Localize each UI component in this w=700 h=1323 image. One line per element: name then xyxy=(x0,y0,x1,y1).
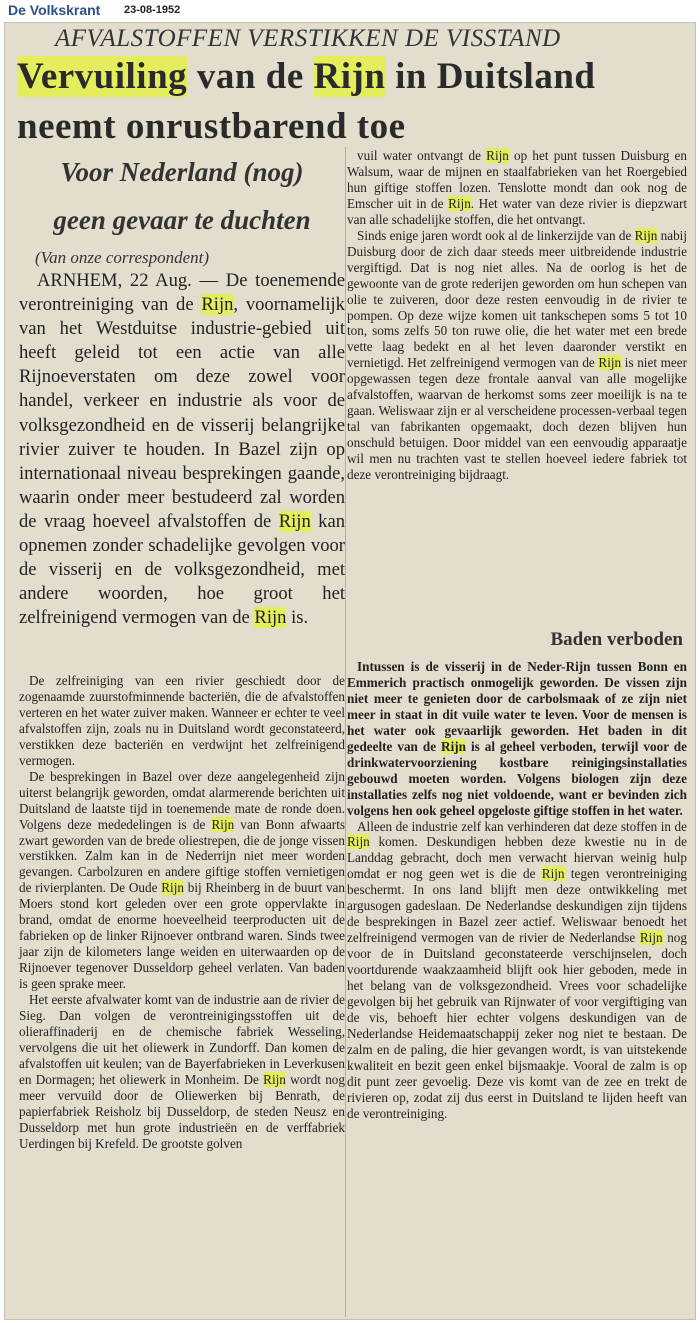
lead-paragraph xyxy=(19,269,345,630)
section-heading: Baden verboden xyxy=(550,629,683,650)
text-run: is al geheel verboden, terwijl voor de drinkwatervoorziening kostbare reinigingsinstallaties gebouwd moeten worden. Volgens biologen zijn deze installaties zelfs nog niet voldoende, want er bevinden zich volgens hen ook geheel opgeloste giftige stoffen in het water. xyxy=(347,738,687,818)
text-run: bij Rheinberg in de buurt van Moers stond kort geleden over een grote oppervlakte in brand, omdat de enorme hoeveelheid teerproducten uit de fabrieken op de linker Rijnoever ontbrand waren. Sinds twee jaar zijn de kilometers lange weiden en uiterwaarden op de Rijnoever tegenover Dusseldorp geheel verlaten. Van baden is geen sprake meer. xyxy=(19,880,345,992)
correspondent-credit: (Van onze correspondent) xyxy=(35,248,210,267)
highlighted-term: Vervuiling xyxy=(17,56,188,97)
left-column-body xyxy=(19,673,345,1152)
right-column-body xyxy=(347,148,687,483)
text-run: vuil water ontvangt de xyxy=(357,148,487,163)
source-header xyxy=(0,0,700,22)
highlighted-term: Rijn xyxy=(211,816,235,832)
text-run: Alleen de industrie zelf kan verhinderen dat deze stoffen in de xyxy=(357,818,687,834)
paragraph xyxy=(347,659,687,819)
kicker-headline: AFVALSTOFFEN VERSTIKKEN DE VISSTAND xyxy=(55,25,561,52)
highlighted-term: Rijn xyxy=(347,834,370,850)
highlighted-term: Rijn xyxy=(639,930,663,946)
highlighted-term: Rijn xyxy=(448,195,471,211)
paragraph xyxy=(19,269,345,630)
publication-date: 23-08-1952 xyxy=(124,4,181,16)
text-run: van Bonn afwaarts zwart geworden van de brede oliestrepen, die de jonge vissen verstikken. Zalm kan in de Nederrijn niet meer worden gevangen. Carbolzuren en andere giftige stoffen vernietigen de rivierplanten. De Oude xyxy=(19,816,345,896)
newspaper-clipping xyxy=(4,22,696,1320)
highlighted-term: Rijn xyxy=(278,510,311,532)
subheadline-line-1: Voor Nederland (nog) xyxy=(60,157,304,187)
highlighted-term: Rijn xyxy=(313,56,386,97)
text-run: nog voor de in Duitsland geconstateerde verschijnselen, doch voortdurende waakzaamheid blijft ook hier geboden, mede in het belang van de volksgezondheid. Vrees voor schadelijke gevolgen bij het gebruik van Rijnwater of voor vergiftiging van de vis, behoeft hier echter volgens deskundigen van de Nederlandse Heidemaatschappij zeker nog niet te bestaan. De zalm en de paling, die hier gevangen wordt, is van uitstekende kwaliteit en bezit geen enkel bijsmaakje. Vooral de zalm is op dit punt zeer gevoelig. Deze vis komt van de zee en trekt de rivieren op, zodat zij dus eerst in Duitsland te lijden heeft van de verontreiniging. xyxy=(347,930,687,1121)
subheadline-line-2: geen gevaar te duchten xyxy=(53,205,311,235)
highlighted-term: Rijn xyxy=(441,738,466,754)
text-run: ARNHEM, 22 Aug. — De toenemende verontreiniging van de xyxy=(19,270,345,316)
highlighted-term: Rijn xyxy=(263,1071,286,1087)
text-run: is niet meer opgewassen tegen deze frontale aanval van alle mogelijke afvalstoffen, waarvan de herkomst soms zeer moeilijk is na te gaan. Weliswaar zijn er al verscheidene processen-verbaal tegen tal van fabrikanten opgemaakt, doch dezen blijven hun onschuld betuigen. Door middel van een eenvoudig apparaatje wil men nu trachten vast te stellen hoeveel iedere fabriek tot deze verontreiniging bijdraagt. xyxy=(347,355,687,483)
text-run: Het eerste afvalwater komt van de industrie aan de rivier de Sieg. Dan volgen de verontreinigingsstoffen uit de olieraffinaderij en de chemische fabriek Wesseling, vervolgens die uit het oliewerk in Zundorff. Dan komen de afvalstoffen uit keulen; van de Bayerfabrieken in Leverkusen en Dormagen; het oliewerk in Monheim. De xyxy=(19,992,345,1087)
closing-paragraph xyxy=(347,819,687,1122)
text-run: Intussen is de visserij in de Neder-Rijn tussen Bonn en Emmerich practisch onmogelijk geworden. De vissen zijn niet meer te genieten door de carbolsmaak of ze zijn niet meer in staat in dit vuile water te leven. Voor de mensen is het water ook gevaarlijk geworden. Het baden in dit gedeelte van de xyxy=(347,659,687,754)
text-run: op het punt tussen Duisburg en Walsum, waar de mijnen en staalfabrieken van het Roergebied hun giftige stoffen lozen. Tenslotte mondt dan ook nog de Emscher uit in de xyxy=(347,148,687,211)
headline-line-1 xyxy=(17,55,596,98)
paragraph xyxy=(347,228,687,483)
highlighted-term: Rijn xyxy=(161,880,184,896)
text-run: van de xyxy=(187,56,314,97)
highlighted-term: Rijn xyxy=(486,148,509,163)
text-run: , voornamelijk van het Westduitse industrie-gebied uit heeft geleid tot een actie van alle Rijnoeverstaten om deze zowel voor handel, verkeer en industrie als voor de volksgezondheid en de visserij belangrijke rivier zuiver te houden. In Bazel zijn op internationaal niveau besprekingen gaande, waarin onder meer bestudeerd zal worden de vraag hoeveel afvalstoffen de xyxy=(19,294,345,532)
text-run: is. xyxy=(286,607,309,629)
paragraph xyxy=(347,148,687,228)
text-run: wordt nog meer vervuild door de Oliewerken bij Benrath, de papierfabriek Reisholz bij Dusseldorp, de steden Neusz en Dusseldorp met hun grote industrieën en de verffabriek Uerdingen bij Krefeld. De grootste golven xyxy=(19,1071,345,1151)
highlighted-term: Rijn xyxy=(201,294,234,316)
text-run: kan opnemen zonder schadelijke gevolgen voor de visserij en de volksgezondheid, met andere woorden, hoe groot het zelfreinigend vermogen van de xyxy=(19,510,346,629)
text-run: komen. Deskundigen hebben deze kwestie nu in de Landdag gebracht, doch men verwacht hiervan weinig hulp omdat er nog geen wet is die de xyxy=(347,834,687,882)
text-run: De zelfreiniging van een rivier geschiedt door de zogenaamde zuurstofminnende bacteriën, die de afvalstoffen verteren en het water zuiver maken. Wanneer er echter te veel afvalstoffen zijn, zoals nu in Duitsland wordt geconstateerd, verstikken deze bacteriën en verdwijnt het zelfreinigend vermogen. xyxy=(19,673,345,768)
bold-paragraph xyxy=(347,659,687,819)
highlighted-term: Rijn xyxy=(634,227,658,243)
highlighted-term: Rijn xyxy=(541,866,565,882)
text-run: Sinds enige jaren wordt ook al de linkerzijde van de xyxy=(357,227,635,243)
text-run: De besprekingen in Bazel over deze aangelegenheid zijn uiterst belangrijk geworden, omdat alarmerende berichten uit Duitsland de laatste tijd in toenemende mate de ronde doen. Volgens deze mededelingen is de xyxy=(19,768,345,832)
text-run: . Het water van deze rivier is diepzwart van alle schadelijke stoffen, die het ontvangt. xyxy=(347,195,687,227)
headline-line-2: neemt onrustbarend toe xyxy=(17,106,406,147)
text-run: nabij Duisburg door de zich daar steeds meer uitbreidende industrie vergiftigd. Dat is nog niet alles. Na de oorlog is het de gewoonte van de grote rederijen geworden om hun schepen van olie te zuiveren, door deze resten eenvoudig in de rivier te pompen. Op deze wijze komen uit tankschepen soms 5 tot 10 ton, soms zelfs 50 ton ruwe olie, die het water met een brede vette laag bedekt en al het leven daaronder verstikt en vernietigd. Het zelfreinigend vermogen van de xyxy=(347,227,687,371)
right-column-continued xyxy=(347,659,687,1122)
highlighted-term: Rijn xyxy=(254,607,287,629)
text-run: tegen verontreiniging beschermt. In ons land blijft men deze ontwikkeling met argusogen gadeslaan. De Nederlandse deskundigen zijn tijdens de besprekingen in Bazel zeer actief. Weliswaar benoedt het zelfreinigend vermogen van de rivier de Nederlandse xyxy=(347,866,688,946)
paragraph xyxy=(19,769,345,992)
text-run: in Duitsland xyxy=(385,56,596,97)
newspaper-name: De Volkskrant xyxy=(8,2,101,18)
paragraph xyxy=(19,673,345,769)
highlighted-term: Rijn xyxy=(598,355,622,371)
paragraph xyxy=(19,992,345,1152)
paragraph xyxy=(347,819,687,1122)
column-divider xyxy=(345,147,346,1317)
